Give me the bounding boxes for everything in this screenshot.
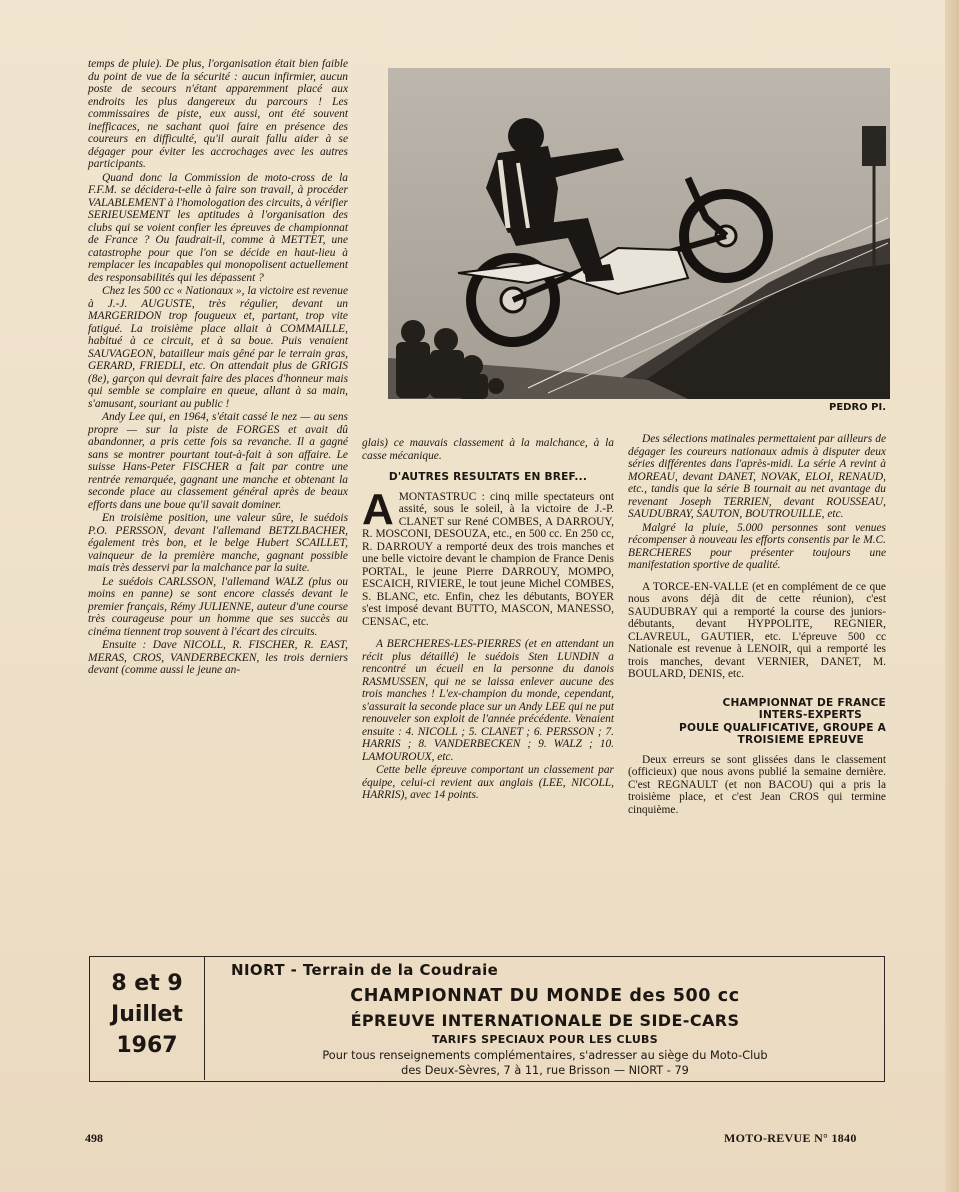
results-paragraph: Malgré la pluie, 5.000 personnes sont venues récompenser à nouveau les efforts consentis par le M.C. BERCHERES pour présenter toujours une manifestation sportive de qualité. [628, 521, 886, 571]
article-paragraph: temps de pluie). De plus, l'organisation était bien faible du point de vue de la sécurité : aucun infirmier, aucun poste de secours n'étant apparemment placé aux endroits les plus dangereux du parcours ! Les commissaires de piste, eux aussi, ont été souvent inefficaces, ne sachant quoi faire en présence des coureurs en difficulté, qu'il aurait fallu aider à se dégager pour éviter les accrochages avec les autres participants. [88, 58, 348, 170]
heading-line: INTERS-EXPERTS [758, 709, 862, 721]
results-paragraph: Deux erreurs se sont glissées dans le classement (officieux) que nous avons publié la semaine dernière. C'est REGNAULT (et non BACOU) qui a pris la troisième place, et c'est Jean CROS qui termine cinquième. [628, 753, 886, 816]
ad-tarifs: TARIFS SPECIAUX POUR LES CLUBS [432, 1033, 658, 1046]
continuation-text: glais) ce mauvais classement à la malchance, à la casse mécanique. [362, 437, 614, 462]
results-paragraph: Des sélections matinales permettaient par ailleurs de dégager les coureurs nationaux admis à disputer deux séries différentes dans l'après-midi. La série A revint à MOREAU, devant DANET, NOVAK, ELOI, RENAUD, etc., tandis que la série B tournait au net avantage du revenant Joseph TERRIEN, devant ROUSSEAU, SAUDUBRAY, SAUTON, BOUTROUILLE, etc. [628, 433, 886, 520]
article-column-2 [362, 437, 614, 802]
results-paragraph: Cette belle épreuve comportant un classement par équipe, celui-ci revient aux anglais (LEE, NICOLL, HARRIS), avec 14 points. [362, 764, 614, 801]
drop-cap: A [362, 484, 394, 534]
article-paragraph: Chez les 500 cc « Nationaux », la victoire est revenue à J.-J. AUGUSTE, très régulier, devant un MARGERIDON trop fougueux et, partant, trop vite fatigué. La troisième place allait à COMMAILLE, habitué à ce circuit, et à sa boue. Puis venaient SAUVAGEON, batailleur mais gêné par le terrain gras, GERARD, FRIEDLI, etc. On attendait plus de GRIGIS (8e), garçon qui devrait faire des places d'honneur mais qui semble se complaire en queue, allant à sa main, s'amusant, souriant au public ! [88, 285, 348, 410]
ad-info [207, 1049, 883, 1078]
article-column-1 [88, 58, 348, 677]
ad-title: CHAMPIONNAT DU MONDE des 500 cc [350, 986, 740, 1006]
page-edge [945, 0, 959, 1192]
ad-body [207, 957, 883, 1080]
results-text: MONTASTRUC : cinq mille spectateurs ont assité, sous le soleil, à la victoire de J.-P. CLANET sur René COMBES, A DARROUY, R. MOSCONI, DESOUZA, etc., en 500 cc. En 250 cc, R. DARROUY a remporté deux des trois manches et une belle victoire devant le champion de France Denis PORTAL, le jeune Pierre DARROUY, MOMPO, ESCAICH, RIVIERE, le tout jeune Michel COMBES, S. BLANC, etc. Enfin, chez les débutants, BOYER s'est imposé devant BUTTO, MASCON, MANESSO, CENSAC, etc. [362, 490, 614, 628]
rider-illustration [388, 68, 890, 399]
article-column-3 [628, 433, 886, 816]
results-paragraph: A TORCE-EN-VALLE (et en complément de ce que nous avons déjà dit de cette réunion), c'est SAUDUBRAY qui a remporté la course des juniors-débutants, devant HYPPOLITE, REGNIER, CLAVREUL, GAUTIER, etc. L'épreuve 500 cc Nationale est revenue à LENOIR, qui a remporté les trois manches, devant VERNIER, DANET, M. BOULARD, DENIS, etc. [628, 580, 886, 680]
ad-date-block [90, 957, 205, 1080]
ad-date-line: 1967 [116, 1033, 178, 1058]
section-heading: D'AUTRES RESULTATS EN BREF... [388, 471, 588, 483]
results-paragraph: A BERCHERES-LES-PIERRES (et en attendant un récit plus détaillé) le suédois Sten LUNDIN a rencontré un écueil en la personne du danois RASMUSSEN, qui ne se laissa enlever aucune des trois manches ! L'ex-champion du monde, cependant, s'assurait la seconde place sur un Andy LEE qui ne put renouveler son exploit de l'année précédente. Venaient ensuite : 4. NICOLL ; 5. CLANET ; 6. PERSSON ; 7. HARRIS ; 8. VANDERBECKEN ; 9. WALZ ; 10. LAMOUROUX, etc. [362, 638, 614, 763]
article-paragraph: Le suédois CARLSSON, l'allemand WALZ (plus ou moins en panne) se sont encore classés devant le premier français, Rémy JULIENNE, auteur d'une course très courageuse pour un homme que ses succès au cinéma tiennent trop souvent à l'écart des circuits. [88, 575, 348, 638]
magazine-footer: MOTO-REVUE N° 1840 [724, 1131, 857, 1145]
article-paragraph: Quand donc la Commission de moto-cross de la F.F.M. se décidera-t-elle à faire son travail, à procéder VALABLEMENT à l'homologation des circuits, à vérifier SERIEUSEMENT les aptitudes à l'organisation des clubs qui se voient confier les épreuves de championnat de France ? Ou faudrait-il, comme à METTET, une catastrophe pour que l'on se décide en haut-lieu à remplacer les incapables qui monopolisent actuellement des responsabilités qui les dépassent ? [88, 171, 348, 284]
heading-line: POULE QUALIFICATIVE, GROUPE A [678, 721, 886, 734]
ad-info-line: des Deux-Sèvres, 7 à 11, rue Brisson — NIORT - 79 [401, 1063, 689, 1077]
article-paragraph: Ensuite : Dave NICOLL, R. FISCHER, R. EAST, MERAS, CROS, VANDERBECKEN, les trois derniers devant (comme aussi le jeune an- [88, 639, 348, 676]
heading-line: TROISIEME EPREUVE [737, 734, 864, 746]
ad-info-line: Pour tous renseignements complémentaires, s'adresser au siège du Moto-Club [322, 1049, 768, 1062]
article-paragraph: Andy Lee qui, en 1964, s'était cassé le nez — au sens propre — sur la piste de FORGES et avait dû abandonner, a pris cette fois sa revanche. Il a gagné sans se montrer pourtant tout-à-fait à son affaire. Le suisse Hans-Peter FISCHER a fait par contre une rentrée remarquée, gagnant une manche et obtenant la seconde place au classement général après de beaux efforts dans une boue qu'il savait dominer. [88, 411, 348, 511]
event-advertisement [89, 956, 885, 1082]
motocross-photo [388, 68, 890, 399]
photo-caption: PEDRO PI. [829, 402, 886, 413]
championship-heading [628, 697, 886, 747]
ad-subtitle: ÉPREUVE INTERNATIONALE DE SIDE-CARS [350, 1011, 740, 1030]
page-number: 498 [85, 1131, 103, 1145]
results-paragraph [362, 484, 614, 629]
heading-line: CHAMPIONNAT DE FRANCE [722, 696, 886, 709]
ad-date-line: 8 et 9 [111, 971, 183, 996]
ad-date-line: Juillet [111, 1002, 183, 1027]
ad-venue: NIORT - Terrain de la Coudraie [231, 961, 499, 979]
article-paragraph: En troisième position, une valeur sûre, le suédois P.O. PERSSON, devant l'allemand BETZLBACHER, également très bon, et le belge Hubert SCAILLET, vainqueur de la première manche, gagnant possible mais très desservi par la malchance par la suite. [88, 512, 348, 574]
